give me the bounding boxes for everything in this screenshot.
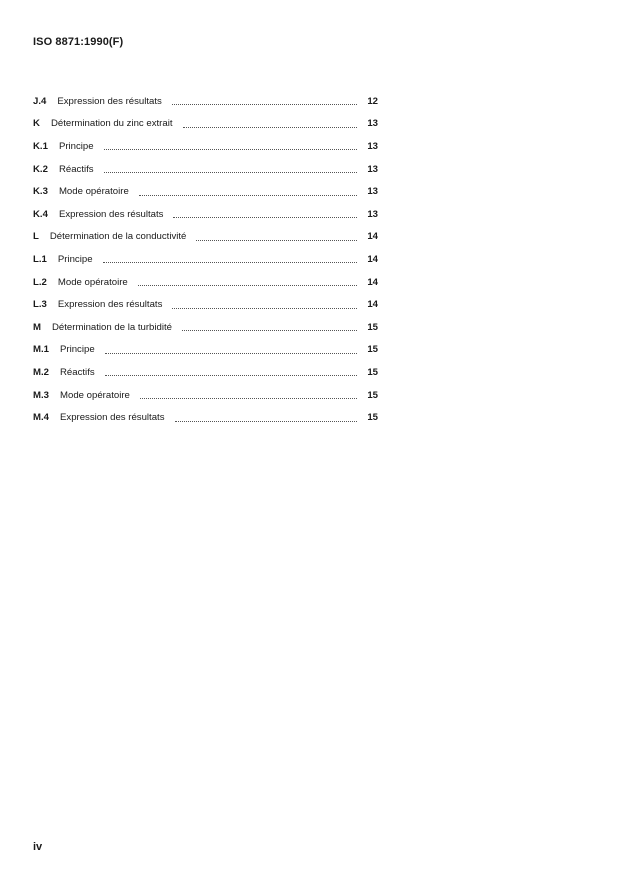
toc-entry-page: 14 bbox=[367, 276, 378, 288]
toc-entry-code: M.1 bbox=[33, 344, 49, 356]
toc-entry-code: K.4 bbox=[33, 208, 48, 220]
toc-entry-page: 13 bbox=[367, 208, 378, 220]
toc-leader-dots bbox=[139, 194, 357, 196]
toc-entry-title: Réactifs bbox=[60, 366, 95, 378]
toc-entry-title: Expression des résultats bbox=[57, 299, 163, 311]
toc-leader-dots bbox=[175, 420, 357, 422]
toc-entry-title: Mode opératoire bbox=[58, 186, 129, 198]
toc-entry-page: 14 bbox=[367, 299, 378, 311]
toc-leader-dots bbox=[173, 216, 357, 218]
page-number: iv bbox=[33, 841, 43, 853]
toc-entry-code: L.1 bbox=[33, 253, 47, 265]
toc-entry-title: Réactifs bbox=[58, 163, 94, 175]
toc-entry-page: 12 bbox=[367, 95, 378, 107]
toc-leader-dots bbox=[103, 261, 357, 263]
toc-entry-page: 15 bbox=[367, 412, 378, 424]
toc-entry[interactable] bbox=[33, 248, 378, 271]
toc-entry[interactable] bbox=[33, 293, 378, 316]
toc-entry-title: Principe bbox=[57, 253, 93, 265]
toc-entry[interactable] bbox=[33, 384, 378, 407]
toc-leader-dots bbox=[138, 284, 357, 286]
toc-entry-title: Détermination de la turbidité bbox=[52, 321, 172, 333]
toc-entry-code: L.3 bbox=[33, 299, 47, 311]
toc-entry-code: K.1 bbox=[33, 140, 48, 152]
toc-entry-code: M.4 bbox=[33, 412, 49, 424]
toc-entry-page: 13 bbox=[367, 186, 378, 198]
toc-entry-title: Principe bbox=[58, 140, 94, 152]
toc-leader-dots bbox=[140, 397, 357, 399]
toc-entry[interactable] bbox=[33, 226, 378, 249]
toc-entry-page: 15 bbox=[367, 389, 378, 401]
toc-entry-title: Expression des résultats bbox=[58, 208, 164, 220]
toc-entry[interactable] bbox=[33, 271, 378, 294]
toc-entry-page: 15 bbox=[367, 366, 378, 378]
toc-entry-page: 13 bbox=[367, 163, 378, 175]
toc-entry-title: Expression des résultats bbox=[57, 95, 162, 107]
toc-leader-dots bbox=[183, 126, 357, 128]
document-id-header: ISO 8871:1990(F) bbox=[33, 36, 124, 48]
toc-entry-title: Mode opératoire bbox=[57, 276, 128, 288]
toc-leader-dots bbox=[196, 239, 357, 241]
toc-entry-code: M.3 bbox=[33, 389, 49, 401]
toc-leader-dots bbox=[182, 329, 357, 331]
toc-entry-code: L bbox=[33, 231, 39, 243]
toc-entry[interactable] bbox=[33, 361, 378, 384]
table-of-contents bbox=[33, 90, 378, 429]
toc-entry[interactable] bbox=[33, 180, 378, 203]
toc-entry-title: Détermination de la conductivité bbox=[49, 231, 187, 243]
toc-entry-code: K.2 bbox=[33, 163, 48, 175]
toc-entry-title: Expression des résultats bbox=[60, 412, 165, 424]
toc-entry[interactable] bbox=[33, 113, 378, 136]
toc-entry[interactable] bbox=[33, 316, 378, 339]
toc-leader-dots bbox=[172, 307, 357, 309]
toc-leader-dots bbox=[104, 148, 357, 150]
toc-leader-dots bbox=[105, 352, 357, 354]
toc-entry-title: Principe bbox=[60, 344, 95, 356]
toc-entry-page: 14 bbox=[367, 231, 378, 243]
toc-entry-page: 15 bbox=[367, 321, 378, 333]
toc-entry-page: 13 bbox=[367, 140, 378, 152]
toc-entry-code: K.3 bbox=[33, 186, 48, 198]
toc-entry-page: 15 bbox=[367, 344, 378, 356]
toc-entry-code: M.2 bbox=[33, 366, 49, 378]
toc-entry-page: 13 bbox=[367, 118, 378, 130]
toc-entry[interactable] bbox=[33, 406, 378, 429]
toc-entry-code: L.2 bbox=[33, 276, 47, 288]
toc-entry[interactable] bbox=[33, 158, 378, 181]
toc-entry[interactable] bbox=[33, 90, 378, 113]
toc-leader-dots bbox=[172, 103, 357, 105]
toc-entry-title: Détermination du zinc extrait bbox=[50, 118, 173, 130]
toc-entry-title: Mode opératoire bbox=[60, 389, 130, 401]
toc-entry-code: J.4 bbox=[33, 95, 47, 107]
toc-entry[interactable] bbox=[33, 339, 378, 362]
toc-entry-code: M bbox=[33, 321, 41, 333]
toc-entry-page: 14 bbox=[367, 253, 378, 265]
toc-entry[interactable] bbox=[33, 135, 378, 158]
toc-leader-dots bbox=[104, 171, 357, 173]
toc-leader-dots bbox=[105, 374, 357, 376]
toc-entry[interactable] bbox=[33, 203, 378, 226]
toc-entry-code: K bbox=[33, 118, 40, 130]
